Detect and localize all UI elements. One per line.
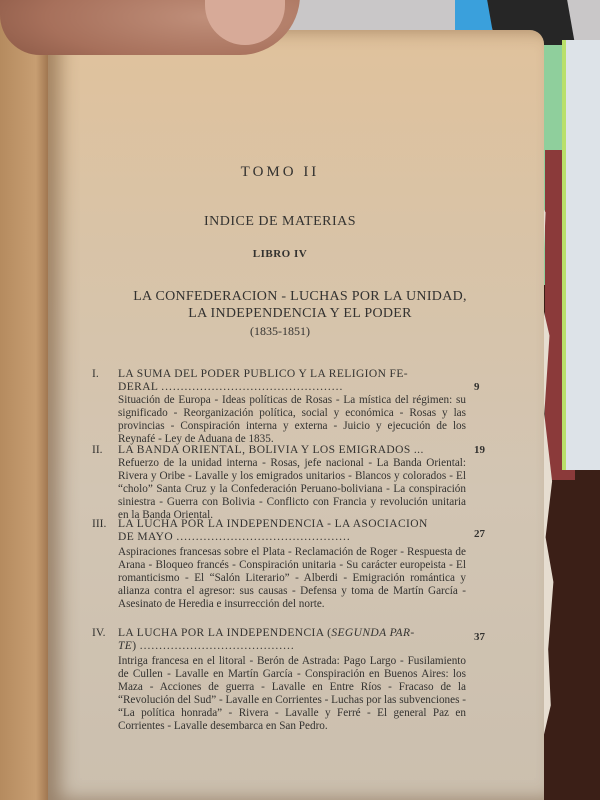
chapter-summary: Situación de Europa - Ideas políticas de Rosas - La mística del régimen: su significado - Reorganización política, social y económica - Rosas y las provincias - Conspiración interna y externa - Juicio y ejecución de los Reynafé - Ley de Aduana de 1835.	[118, 394, 466, 445]
chapter-number: II.	[92, 444, 103, 456]
dot-leader: ...............................................	[161, 381, 344, 393]
book-heading: LIBRO IV	[252, 248, 308, 260]
chapter-title: LA LUCHA POR LA INDEPENDENCIA (SEGUNDA PAR- TE) ........................................	[118, 627, 415, 652]
chapter-page-number: 9	[474, 381, 480, 393]
index-title: INDICE DE MATERIAS	[203, 214, 357, 229]
part-title-line-1: LA CONFEDERACION - LUCHAS POR LA UNIDAD,	[133, 289, 467, 304]
part-title-line-2: LA INDEPENDENCIA Y EL PODER	[188, 306, 412, 321]
chapter-title: LA BANDA ORIENTAL, BOLIVIA Y LOS EMIGRADOS ...	[118, 444, 424, 456]
chapter-summary: Aspiraciones francesas sobre el Plata - Reclamación de Roger - Respuesta de Arana - Bloqueo francés - Conspiración unitaria - Su carácter europeista - El romanticismo - El “Salón Literario” - Alberdi - Emigración romántica y alianza contra el agresor: sus causas - Defensa y toma de Martín García - Asesinato de Heredia e insurrección del norte.	[118, 546, 466, 610]
chapter-number: IV.	[92, 627, 106, 639]
chapter-page-number: 37	[474, 631, 485, 643]
dot-leader: .............................................	[176, 531, 351, 543]
chapter-title: LA LUCHA POR LA INDEPENDENCIA - LA ASOCIACION DE MAYO .............................................	[118, 518, 428, 543]
chapter-page-number: 19	[474, 444, 485, 456]
part-title	[100, 288, 500, 322]
chapter-summary: Intriga francesa en el litoral - Berón de Astrada: Pago Largo - Fusilamiento de Cullen - Lavalle en Martín García - Conspiración en Buenos Aires: los Maza - Acciones de guerra - Lavalle en Entre Ríos - Fracaso de la “Revolución del Sud” - Lavalle en Corrientes - Luchas por las subvenciones - “La política honrada” - Rivera - Lavalle y Ferré - El general Paz en Corrientes - Lavalle desembarca en San Pedro.	[118, 655, 466, 732]
chapter-page-number: 27	[474, 528, 485, 540]
chapter-summary: Refuerzo de la unidad interna - Rosas, jefe nacional - La Banda Oriental: Rivera y Oribe - Lavalle y los emigrados unitarios - Blancos y colorados - El “cholo” Santa Cruz y la Confederación Peruano-boliviana - La conspiración siniestra - Guerra con Bolivia - Conflicto con Francia y revolución unitaria en la Banda Oriental.	[118, 457, 466, 521]
chapter-number: I.	[92, 368, 99, 380]
volume-heading: TOMO II	[240, 164, 320, 180]
dot-leader: ........................................	[139, 640, 295, 652]
chapter-number: III.	[92, 518, 107, 530]
chapter-title: LA SUMA DEL PODER PUBLICO Y LA RELIGION FE- DERAL ...............................................	[118, 368, 409, 393]
date-range: (1835-1851)	[250, 324, 310, 338]
